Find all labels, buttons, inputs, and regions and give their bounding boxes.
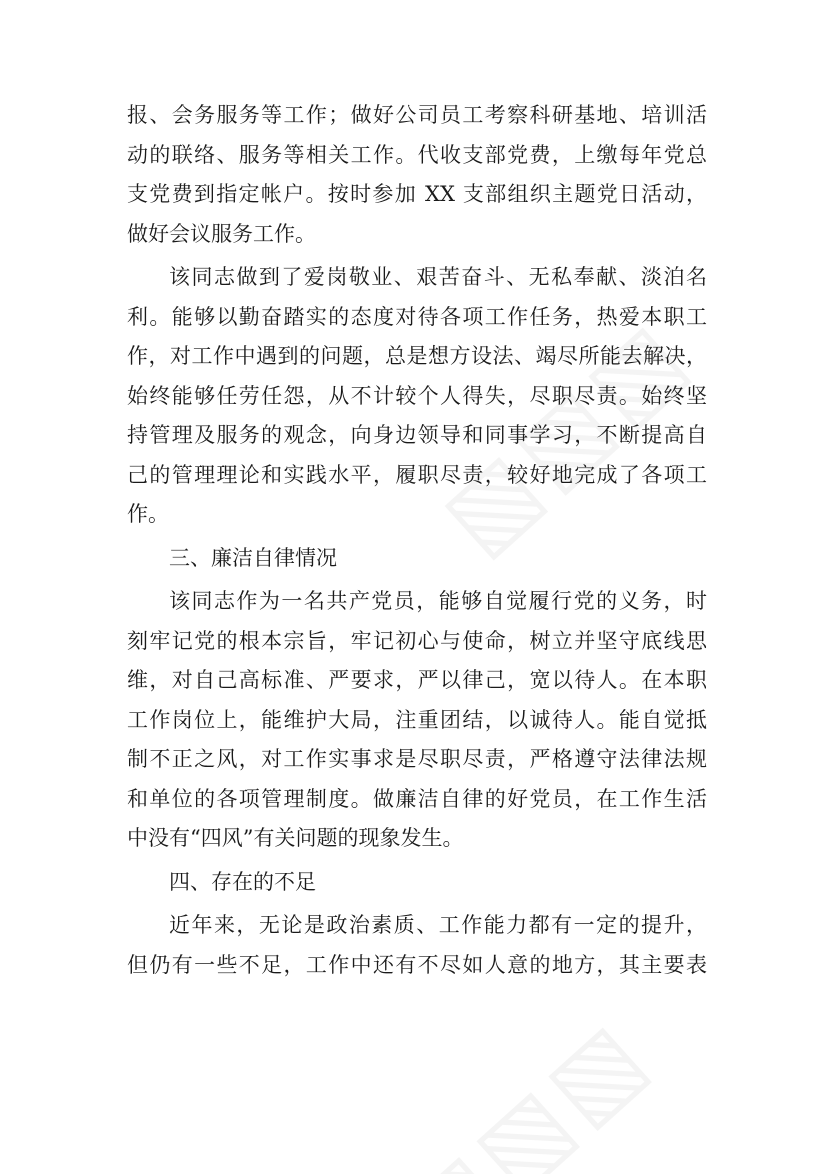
section-heading-shortcomings: 四、存在的不足 — [169, 869, 316, 894]
text-line: 始终能够任劳任怨，从不计较个人得失，尽职尽责。始终坚 — [127, 383, 707, 408]
text-line: 该同志作为一名共产党员，能够自觉履行党的义务，时 — [169, 589, 707, 613]
watermark — [380, 997, 671, 1174]
text-line: 工作岗位上，能维护大局，注重团结，以诚待人。能自觉抵 — [127, 707, 707, 732]
paragraph-work-attitude — [127, 258, 707, 535]
text-line: 己的管理理论和实践水平，履职尽责，较好地完成了各项工 — [127, 462, 707, 487]
text-line: 刻牢记党的根本宗旨，牢记初心与使命，树立并坚守底线思 — [127, 628, 707, 653]
text-line: 利。能够以勤奋踏实的态度对待各项工作任务，热爱本职工 — [127, 304, 707, 329]
text-line: 近年来，无论是政治素质、工作能力都有一定的提升， — [169, 913, 707, 937]
text-line: 但仍有一些不足，工作中还有不尽如人意的地方，其主要表 — [127, 952, 707, 977]
text-line: 支党费到指定帐户。按时参加 XX 支部组织主题党日活动， — [127, 182, 707, 206]
paragraph-shortcomings — [127, 906, 707, 985]
text-line: 该同志做到了爱岗敬业、艰苦奋斗、无私奉献、淡泊名 — [169, 265, 707, 289]
text-line: 做好会议服务工作。 — [127, 221, 316, 246]
paragraph-integrity — [127, 582, 707, 859]
text-line: 动的联络、服务等相关工作。代收支部党费，上缴每年党总 — [127, 142, 707, 167]
text-line: 中没有“四风”有关问题的现象发生。 — [127, 826, 464, 850]
text-line: 持管理及服务的观念，向身边领导和同事学习，不断提高自 — [127, 423, 707, 447]
text-line: 维，对自己高标准、严要求，严以律己，宽以待人。在本职 — [127, 668, 707, 692]
text-line: 报、会务服务等工作；做好公司员工考察科研基地、培训活 — [127, 103, 707, 127]
text-line: 和单位的各项管理制度。做廉洁自律的好党员，在工作生活 — [127, 786, 707, 811]
text-line: 作。 — [127, 502, 169, 526]
section-heading-integrity: 三、廉洁自律情况 — [169, 545, 337, 570]
paragraph-work-duties — [127, 96, 707, 254]
document-body — [127, 96, 707, 985]
text-line: 制不正之风，对工作实事求是尽职尽责，严格遵守法律法规 — [127, 747, 707, 771]
text-line: 作，对工作中遇到的问题，总是想方设法、竭尽所能去解决， — [127, 344, 707, 368]
